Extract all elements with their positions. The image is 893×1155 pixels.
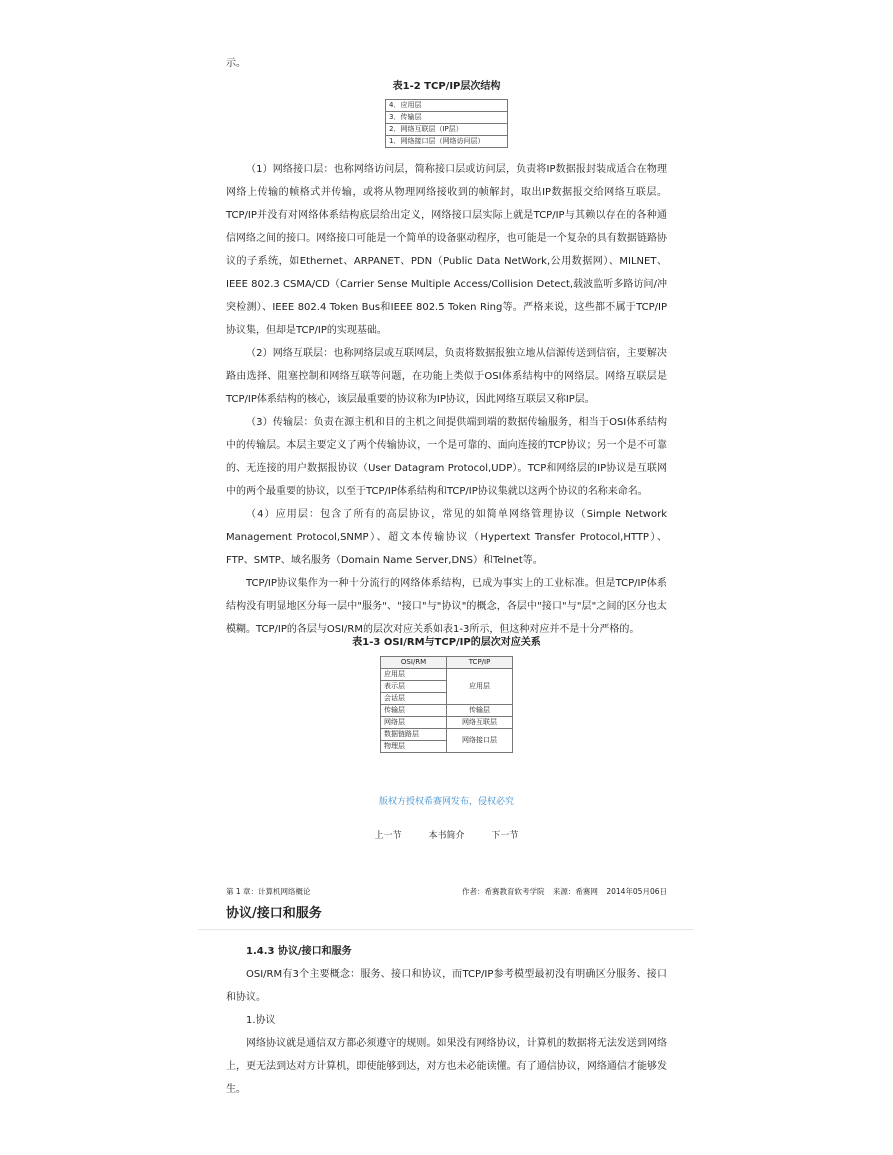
table-cell: 网络互联层 xyxy=(447,717,513,729)
table-row xyxy=(386,100,508,112)
author-label: 作者：希赛教育软考学院 xyxy=(462,887,545,896)
table-cell: 应用层 xyxy=(381,669,447,681)
table-row xyxy=(381,705,513,717)
paragraph-internet-layer: （2）网络互联层：也称网络层或互联网层，负责将数据报独立地从信源传送到信宿，主要解决路由选择、阻塞控制和网络互联等问题，在功能上类似于OSI体系结构中的网络层。网络互联层是TCP/IP体系结构的核心，该层最重要的协议称为IP协议，因此网络互联层又称IP层。 xyxy=(226,348,667,405)
table-row xyxy=(386,124,508,136)
prev-section-link[interactable]: 上一节 xyxy=(374,831,402,841)
table-cell: 传输层 xyxy=(447,705,513,717)
section-body xyxy=(226,940,667,1101)
paragraph-transport-layer: （3）传输层：负责在源主机和目的主机之间提供端到端的数据传输服务，相当于OSI体系结构中的传输层。本层主要定义了两个传输协议，一个是可靠的、面向连接的TCP协议；另一个是不可靠的、无连接的用户数据报协议（User Datagram Protocol,UDP）。TCP和网络层的IP协议是互联网中的两个最重要的协议，以至于TCP/IP体系结构和TCP/IP协议集就以这两个协议的名称来命名。 xyxy=(226,417,667,497)
divider xyxy=(198,929,694,930)
table-cell: 4．应用层 xyxy=(386,100,508,112)
table-row xyxy=(386,112,508,124)
table-header-cell: TCP/IP xyxy=(447,657,513,669)
date-label: 2014年05月06日 xyxy=(606,887,667,896)
article-info xyxy=(456,886,667,897)
paragraph-protocol: 网络协议就是通信双方都必须遵守的规则。如果没有网络协议，计算机的数据将无法发送到网络上，更无法到达对方计算机，即使能够到达，对方也未必能读懂。有了通信协议，网络通信才能够发生。 xyxy=(226,1038,667,1095)
table-row xyxy=(381,669,513,681)
table-header-cell: OSI/RM xyxy=(381,657,447,669)
table-cell: 应用层 xyxy=(447,669,513,705)
table-cell: 1．网络接口层（网络访问层） xyxy=(386,136,508,148)
table-cell: 2．网络互联层（IP层） xyxy=(386,124,508,136)
table-row xyxy=(381,729,513,741)
table-cell: 网络层 xyxy=(381,717,447,729)
table-cell: 网络接口层 xyxy=(447,729,513,753)
paragraph-network-interface-layer: （1）网络接口层：也称网络访问层，简称接口层或访问层，负责将IP数据报封装成适合在物理网络上传输的帧格式并传输，或将从物理网络接收到的帧解封，取出IP数据报交给网络互联层。TCP/IP并没有对网络体系结构底层给出定义，网络接口层实际上就是TCP/IP与其赖以存在的各种通信网络之间的接口。网络接口可能是一个简单的设备驱动程序，也可能是一个复杂的具有数据链路协议的子系统，如Ethernet、ARPANET、PDN（Public Data NetWork,公用数据网）、MILNET、IEEE 802.3 CSMA/CD（Carrier Sense Multiple Access/Collision Detect,载波监听多路访问/冲突检测）、IEEE 802.4 Token Bus和IEEE 802.5 Token Ring等。严格来说，这些都不属于TCP/IP协议集，但却是TCP/IP的实现基础。 xyxy=(226,164,667,336)
table-1-2 xyxy=(385,99,508,148)
chapter-label: 第 1 章：计算机网络概论 xyxy=(226,887,311,896)
paragraph-tcpip-summary: TCP/IP协议集作为一种十分流行的网络体系结构，已成为事实上的工业标准。但是TCP/IP体系结构没有明显地区分每一层中"服务"、"接口"与"协议"的概念，各层中"接口"与"层"之间的区分也太模糊。TCP/IP的各层与OSI/RM的层次对应关系如表1-3所示，但这种对应并不是十分严格的。 xyxy=(226,578,667,635)
source-label: 来源：希赛网 xyxy=(552,887,598,896)
table-header-row xyxy=(381,657,513,669)
copyright-notice: 版权方授权希赛网发布，侵权必究 xyxy=(378,797,514,807)
paragraph-application-layer: （4）应用层：包含了所有的高层协议，常见的如简单网络管理协议（Simple Network Management Protocol,SNMP）、超文本传输协议（Hypertext Transfer Protocol,HTTP）、FTP、SMTP、域名服务（Domain Name Server,DNS）和Telnet等。 xyxy=(226,509,667,566)
table-cell: 表示层 xyxy=(381,681,447,693)
table-row xyxy=(381,717,513,729)
section-nav xyxy=(226,828,667,841)
table-cell: 传输层 xyxy=(381,705,447,717)
page-title: 协议/接口和服务 xyxy=(226,906,322,921)
subheading-protocol: 1.协议 xyxy=(246,1015,276,1026)
table-cell: 数据链路层 xyxy=(381,729,447,741)
table-row xyxy=(386,136,508,148)
book-intro-link[interactable]: 本书简介 xyxy=(428,831,465,841)
table-cell: 会话层 xyxy=(381,693,447,705)
table-1-3 xyxy=(380,656,513,753)
paragraph-intro: OSI/RM有3个主要概念：服务、接口和协议，而TCP/IP参考模型最初没有明确区分服务、接口和协议。 xyxy=(226,969,667,1003)
table-1-3-caption: 表1-3 OSI/RM与TCP/IP的层次对应关系 xyxy=(352,637,541,648)
table-cell: 3．传输层 xyxy=(386,112,508,124)
table-1-2-caption: 表1-2 TCP/IP层次结构 xyxy=(392,81,501,92)
next-section-link[interactable]: 下一节 xyxy=(491,831,519,841)
table-cell: 物理层 xyxy=(381,741,447,753)
section-heading: 1.4.3 协议/接口和服务 xyxy=(246,946,352,957)
article-body xyxy=(226,158,667,641)
text-fragment: 示。 xyxy=(226,58,246,69)
